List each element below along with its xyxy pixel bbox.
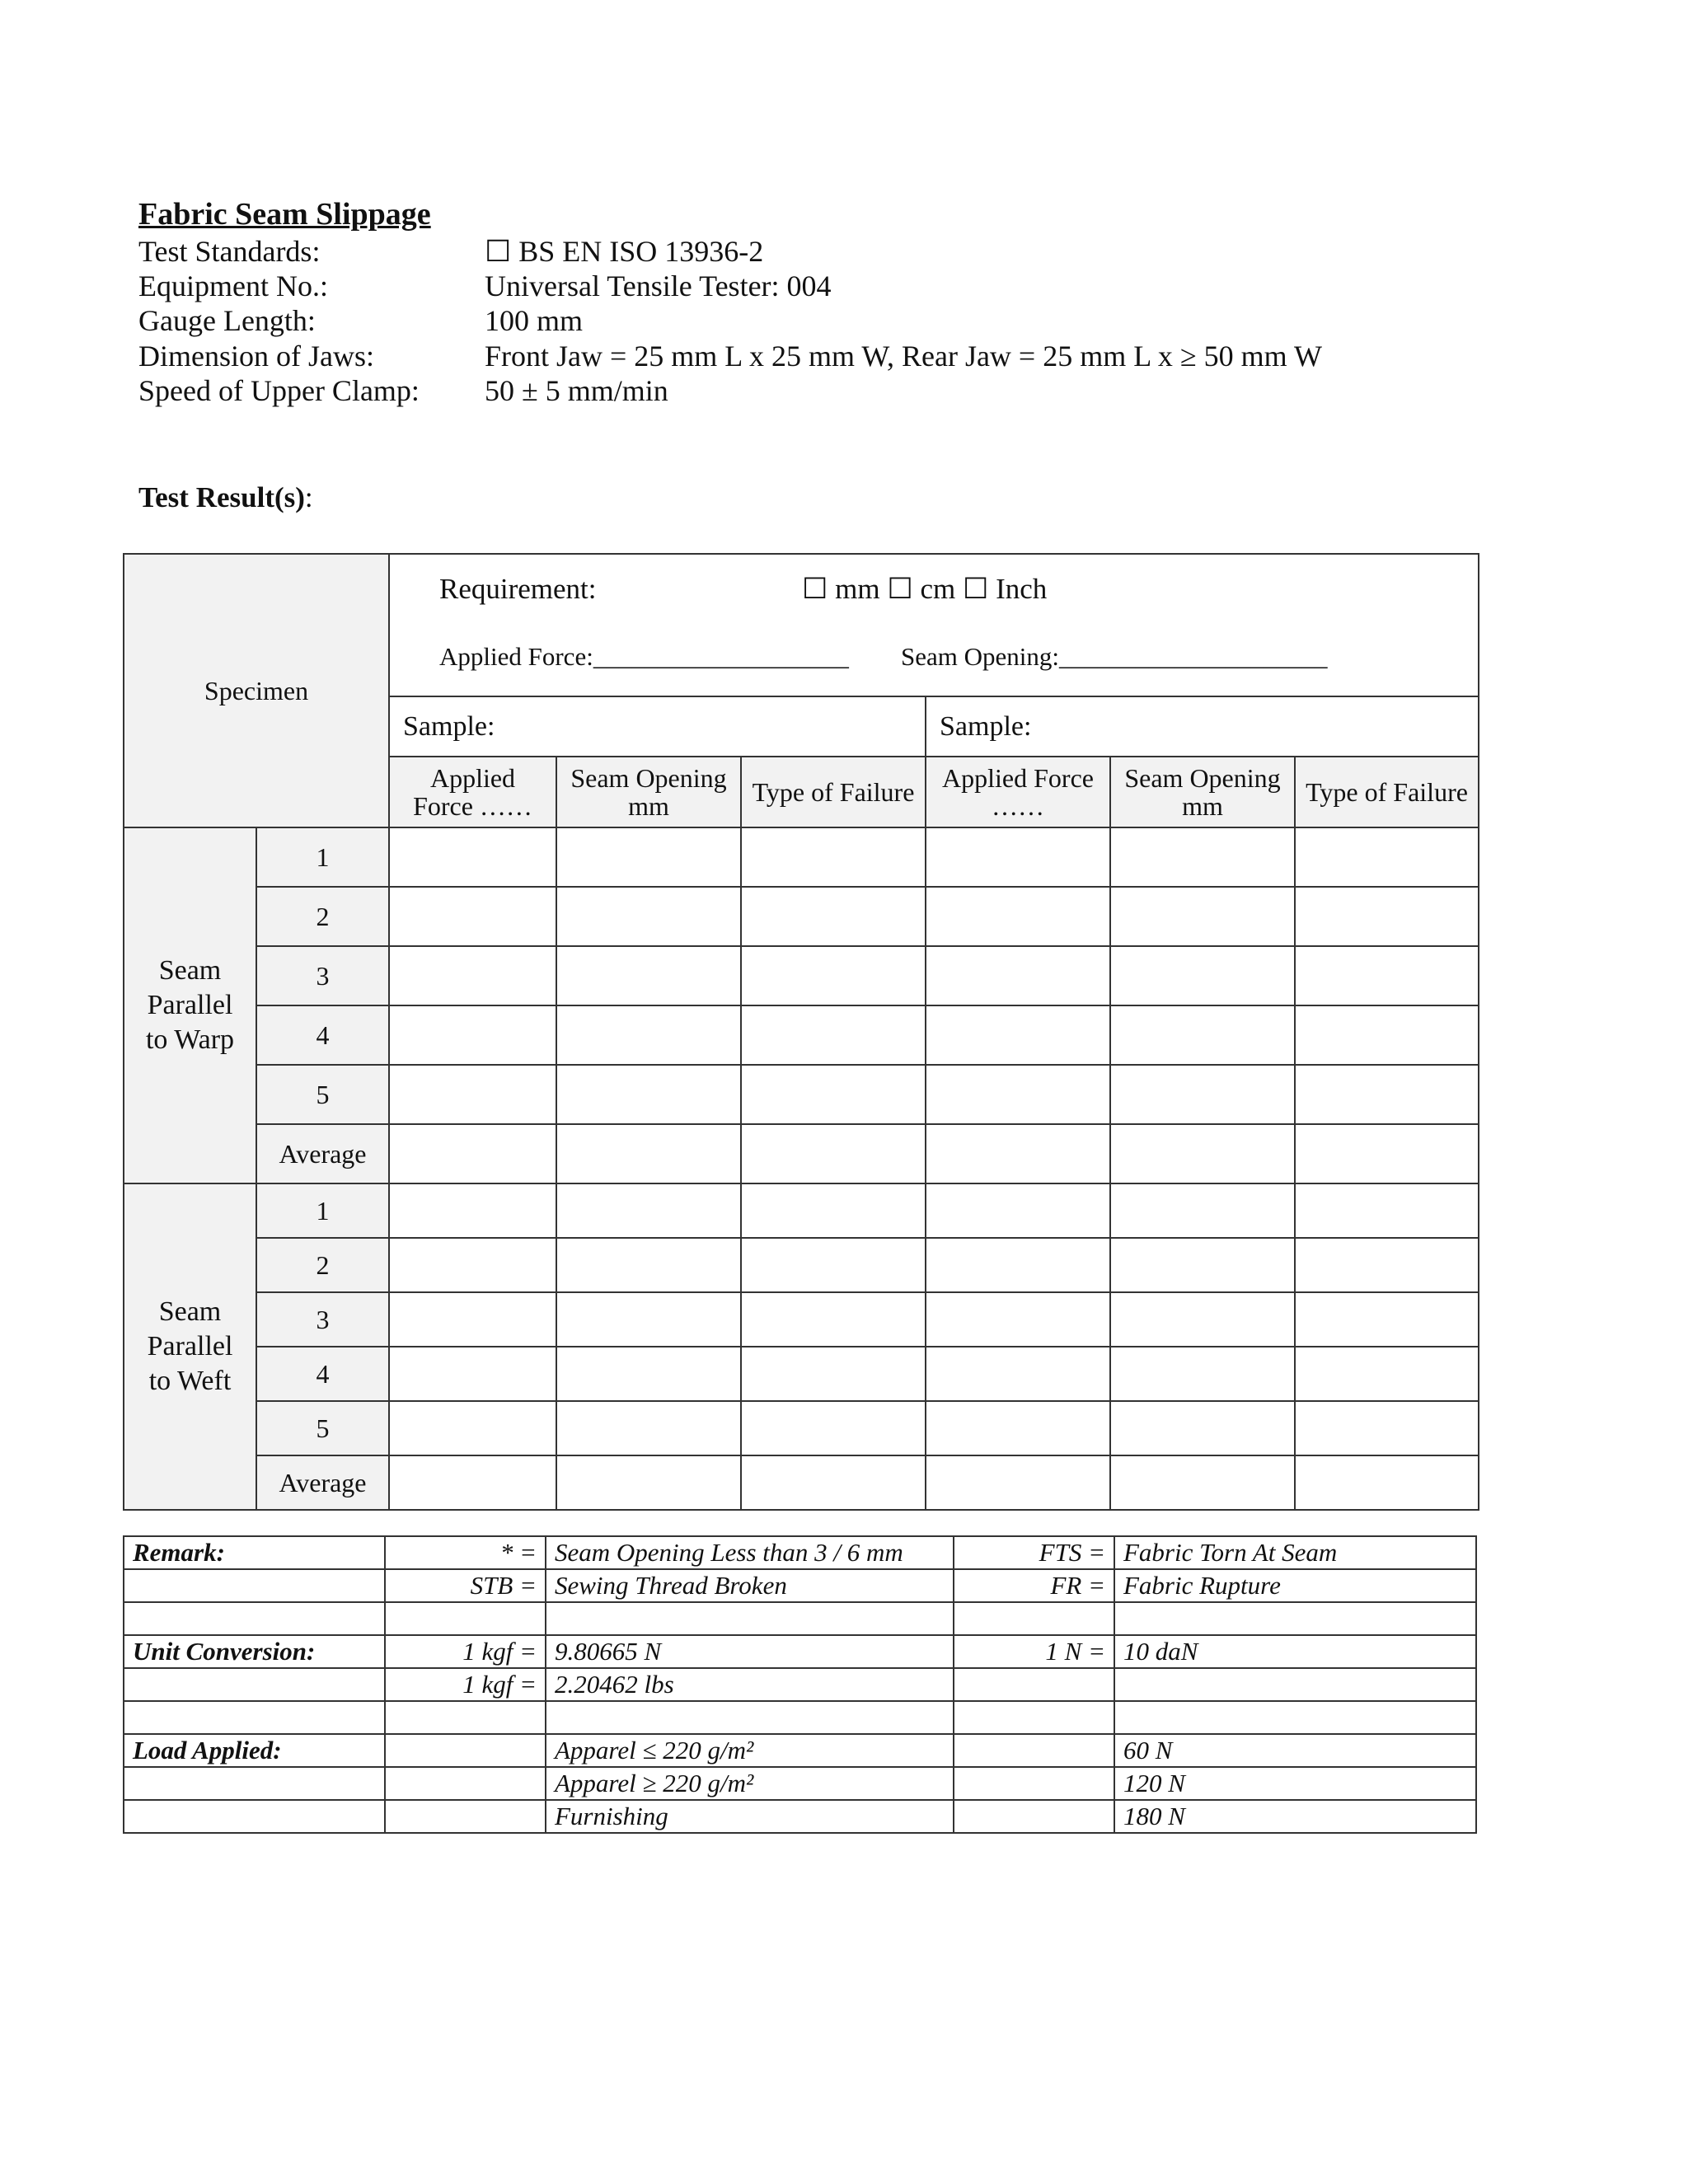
column-type-of-failure-2: Type of Failure (1295, 757, 1479, 827)
group-label-line: Seam (158, 1296, 222, 1327)
requirement-units-checkboxes[interactable]: ☐ mm ☐ cm ☐ Inch (802, 573, 1048, 605)
jaw-dimension-label: Dimension of Jaws: (138, 340, 374, 373)
result-entry-cell[interactable] (556, 1124, 741, 1183)
result-entry-cell[interactable] (926, 1347, 1110, 1401)
result-entry-cell[interactable] (741, 1065, 926, 1124)
spacer-cell (385, 1602, 546, 1635)
column-applied-force-1 (389, 757, 556, 827)
unit-kgf-newton-value: 9.80665 N (546, 1635, 954, 1668)
unit-empty (1114, 1668, 1476, 1701)
remark-star-value: Seam Opening Less than 3 / 6 mm (546, 1536, 954, 1569)
spacer-cell (954, 1701, 1114, 1734)
column-seam-opening-2-line2: mm (1182, 791, 1223, 821)
result-entry-cell[interactable] (1295, 1238, 1479, 1292)
load-empty (954, 1800, 1114, 1833)
unit-kgf-lbs-value: 2.20462 lbs (546, 1668, 954, 1701)
result-entry-cell[interactable] (1110, 1065, 1295, 1124)
result-entry-cell[interactable] (556, 1292, 741, 1347)
group-label-line: Parallel (147, 1331, 233, 1361)
result-entry-cell[interactable] (1110, 1455, 1295, 1510)
gauge-length-label: Gauge Length: (138, 304, 316, 337)
result-entry-cell[interactable] (741, 887, 926, 946)
result-entry-cell[interactable] (556, 1401, 741, 1455)
column-applied-force-1-line1: Applied (429, 763, 516, 793)
row-index-label: Average (256, 1455, 389, 1510)
result-entry-cell[interactable] (741, 1183, 926, 1238)
spacer-cell (124, 1602, 385, 1635)
remark-fts-value: Fabric Torn At Seam (1114, 1536, 1476, 1569)
jaw-dimension-value: Front Jaw = 25 mm L x 25 mm W, Rear Jaw = 25 mm L x ≥ 50 mm W (485, 340, 1322, 373)
column-applied-force-2-line2: …… (992, 791, 1044, 821)
result-entry-cell[interactable] (926, 1124, 1110, 1183)
spacer-cell (385, 1701, 546, 1734)
result-entry-cell[interactable] (556, 1065, 741, 1124)
column-applied-force-2 (926, 757, 1110, 827)
spacer-cell (954, 1602, 1114, 1635)
test-standards-value: ☐ BS EN ISO 13936-2 (485, 235, 764, 268)
column-applied-force-2-line1: Applied Force (942, 763, 1094, 793)
result-entry-cell[interactable] (1110, 1005, 1295, 1065)
load-empty (124, 1800, 385, 1833)
result-entry-cell[interactable] (556, 1005, 741, 1065)
result-entry-cell[interactable] (741, 827, 926, 887)
unit-empty (954, 1668, 1114, 1701)
row-index-label: Average (256, 1124, 389, 1183)
unit-newton-key: 1 N = (954, 1635, 1114, 1668)
column-applied-force-1-line2: Force …… (413, 791, 532, 821)
result-entry-cell[interactable] (1110, 1124, 1295, 1183)
load-empty (954, 1734, 1114, 1767)
row-index-label: 5 (256, 1065, 389, 1124)
load-empty (385, 1767, 546, 1800)
sample-2-label[interactable]: Sample: (926, 696, 1479, 757)
result-entry-cell[interactable] (1295, 1065, 1479, 1124)
result-entry-cell[interactable] (389, 1065, 556, 1124)
unit-conversion-label: Unit Conversion: (124, 1635, 385, 1668)
result-entry-cell[interactable] (389, 827, 556, 887)
load-value: 60 N (1114, 1734, 1476, 1767)
result-entry-cell[interactable] (741, 946, 926, 1005)
result-entry-cell[interactable] (389, 1292, 556, 1347)
result-entry-cell[interactable] (741, 1401, 926, 1455)
seam-opening-field[interactable]: Seam Opening:_____________________ (901, 642, 1328, 671)
group-label-warp (124, 827, 256, 1183)
unit-newton-value: 10 daN (1114, 1635, 1476, 1668)
result-entry-cell[interactable] (389, 1183, 556, 1238)
equipment-no-label: Equipment No.: (138, 269, 328, 302)
result-entry-cell[interactable] (1110, 887, 1295, 946)
result-entry-cell[interactable] (1295, 946, 1479, 1005)
result-entry-cell[interactable] (1295, 827, 1479, 887)
result-entry-cell[interactable] (1295, 1124, 1479, 1183)
result-entry-cell[interactable] (389, 887, 556, 946)
result-entry-cell[interactable] (1295, 1455, 1479, 1510)
sample-1-label[interactable]: Sample: (389, 696, 926, 757)
result-entry-cell[interactable] (926, 827, 1110, 887)
row-index-label: 3 (256, 1292, 389, 1347)
result-entry-cell[interactable] (741, 1292, 926, 1347)
load-empty (124, 1767, 385, 1800)
result-entry-cell[interactable] (1295, 1401, 1479, 1455)
spacer-cell (546, 1602, 954, 1635)
remark-fts-key: FTS = (954, 1536, 1114, 1569)
result-entry-cell[interactable] (1110, 1347, 1295, 1401)
result-entry-cell[interactable] (389, 1401, 556, 1455)
result-entry-cell[interactable] (556, 887, 741, 946)
column-type-of-failure-1: Type of Failure (741, 757, 926, 827)
result-entry-cell[interactable] (556, 1455, 741, 1510)
row-index-label: 1 (256, 1183, 389, 1238)
result-entry-cell[interactable] (741, 1005, 926, 1065)
result-entry-cell[interactable] (1295, 887, 1479, 946)
requirement-cell (389, 554, 1479, 696)
group-label-line: to Weft (148, 1366, 232, 1396)
result-entry-cell[interactable] (556, 1238, 741, 1292)
load-empty (385, 1734, 546, 1767)
load-item: Apparel ≤ 220 g/m² (546, 1734, 954, 1767)
results-table (123, 553, 1479, 1511)
column-seam-opening-1-line2: mm (628, 791, 669, 821)
row-index-label: 2 (256, 887, 389, 946)
result-entry-cell[interactable] (926, 1183, 1110, 1238)
remarks-table (123, 1535, 1477, 1834)
row-index-label: 4 (256, 1005, 389, 1065)
test-results-heading-colon: : (304, 481, 313, 513)
load-item: Furnishing (546, 1800, 954, 1833)
column-seam-opening-2 (1110, 757, 1295, 827)
page-title: Fabric Seam Slippage (138, 197, 431, 232)
unit-kgf-newton-key: 1 kgf = (385, 1635, 546, 1668)
result-entry-cell[interactable] (556, 1347, 741, 1401)
remark-fr-value: Fabric Rupture (1114, 1569, 1476, 1602)
group-label-line: Parallel (147, 990, 233, 1020)
remark-fr-key: FR = (954, 1569, 1114, 1602)
results-body (124, 827, 1479, 1510)
load-value: 180 N (1114, 1800, 1476, 1833)
spacer-cell (124, 1701, 385, 1734)
load-applied-label: Load Applied: (124, 1734, 385, 1767)
result-entry-cell[interactable] (926, 1455, 1110, 1510)
row-index-label: 3 (256, 946, 389, 1005)
group-label-line: to Warp (145, 1024, 235, 1055)
spacer-cell (1114, 1701, 1476, 1734)
result-entry-cell[interactable] (926, 1005, 1110, 1065)
column-seam-opening-1 (556, 757, 741, 827)
spacer-cell (546, 1701, 954, 1734)
result-entry-cell[interactable] (1295, 1347, 1479, 1401)
remark-stb-key: STB = (385, 1569, 546, 1602)
result-entry-cell[interactable] (741, 1238, 926, 1292)
result-entry-cell[interactable] (741, 1124, 926, 1183)
result-entry-cell[interactable] (1295, 1183, 1479, 1238)
requirement-label: Requirement: (439, 573, 597, 605)
load-item: Apparel ≥ 220 g/m² (546, 1767, 954, 1800)
result-entry-cell[interactable] (556, 1183, 741, 1238)
clamp-speed-label: Speed of Upper Clamp: (138, 374, 420, 407)
test-results-heading-text: Test Result(s) (138, 481, 305, 513)
load-empty (385, 1800, 546, 1833)
result-entry-cell[interactable] (1110, 1238, 1295, 1292)
unit-empty (124, 1668, 385, 1701)
result-entry-cell[interactable] (389, 946, 556, 1005)
gauge-length-value: 100 mm (485, 304, 584, 337)
clamp-speed-value: 50 ± 5 mm/min (485, 374, 668, 407)
row-index-label: 2 (256, 1238, 389, 1292)
load-value: 120 N (1114, 1767, 1476, 1800)
group-label-line: Seam (158, 955, 222, 986)
result-entry-cell[interactable] (389, 1005, 556, 1065)
result-entry-cell[interactable] (556, 946, 741, 1005)
test-standards-label: Test Standards: (138, 235, 321, 268)
result-entry-cell[interactable] (1110, 827, 1295, 887)
result-entry-cell[interactable] (389, 1238, 556, 1292)
result-entry-cell[interactable] (926, 1401, 1110, 1455)
result-entry-cell[interactable] (741, 1455, 926, 1510)
result-entry-cell[interactable] (741, 1347, 926, 1401)
remark-label: Remark: (124, 1536, 385, 1569)
remark-stb-value: Sewing Thread Broken (546, 1569, 954, 1602)
row-index-label: 4 (256, 1347, 389, 1401)
result-entry-cell[interactable] (926, 1065, 1110, 1124)
unit-kgf-lbs-key: 1 kgf = (385, 1668, 546, 1701)
result-entry-cell[interactable] (389, 1347, 556, 1401)
result-entry-cell[interactable] (1110, 1401, 1295, 1455)
remark-star-key: * = (385, 1536, 546, 1569)
result-entry-cell[interactable] (1295, 1005, 1479, 1065)
result-entry-cell[interactable] (389, 1455, 556, 1510)
load-empty (954, 1767, 1114, 1800)
specimen-header: Specimen (124, 554, 389, 827)
result-entry-cell[interactable] (389, 1124, 556, 1183)
result-entry-cell[interactable] (1110, 946, 1295, 1005)
row-index-label: 5 (256, 1401, 389, 1455)
result-entry-cell[interactable] (556, 827, 741, 887)
result-entry-cell[interactable] (926, 946, 1110, 1005)
remark-empty (124, 1569, 385, 1602)
result-entry-cell[interactable] (926, 887, 1110, 946)
applied-force-field[interactable]: Applied Force:____________________ (439, 642, 849, 671)
result-entry-cell[interactable] (1110, 1183, 1295, 1238)
test-results-heading (138, 481, 313, 514)
equipment-no-value: Universal Tensile Tester: 004 (485, 269, 832, 302)
column-seam-opening-1-line1: Seam Opening (570, 763, 727, 793)
result-entry-cell[interactable] (926, 1292, 1110, 1347)
result-entry-cell[interactable] (1110, 1292, 1295, 1347)
spacer-cell (1114, 1602, 1476, 1635)
result-entry-cell[interactable] (926, 1238, 1110, 1292)
result-entry-cell[interactable] (1295, 1292, 1479, 1347)
row-index-label: 1 (256, 827, 389, 887)
column-seam-opening-2-line1: Seam Opening (1124, 763, 1281, 793)
group-label-weft (124, 1183, 256, 1510)
